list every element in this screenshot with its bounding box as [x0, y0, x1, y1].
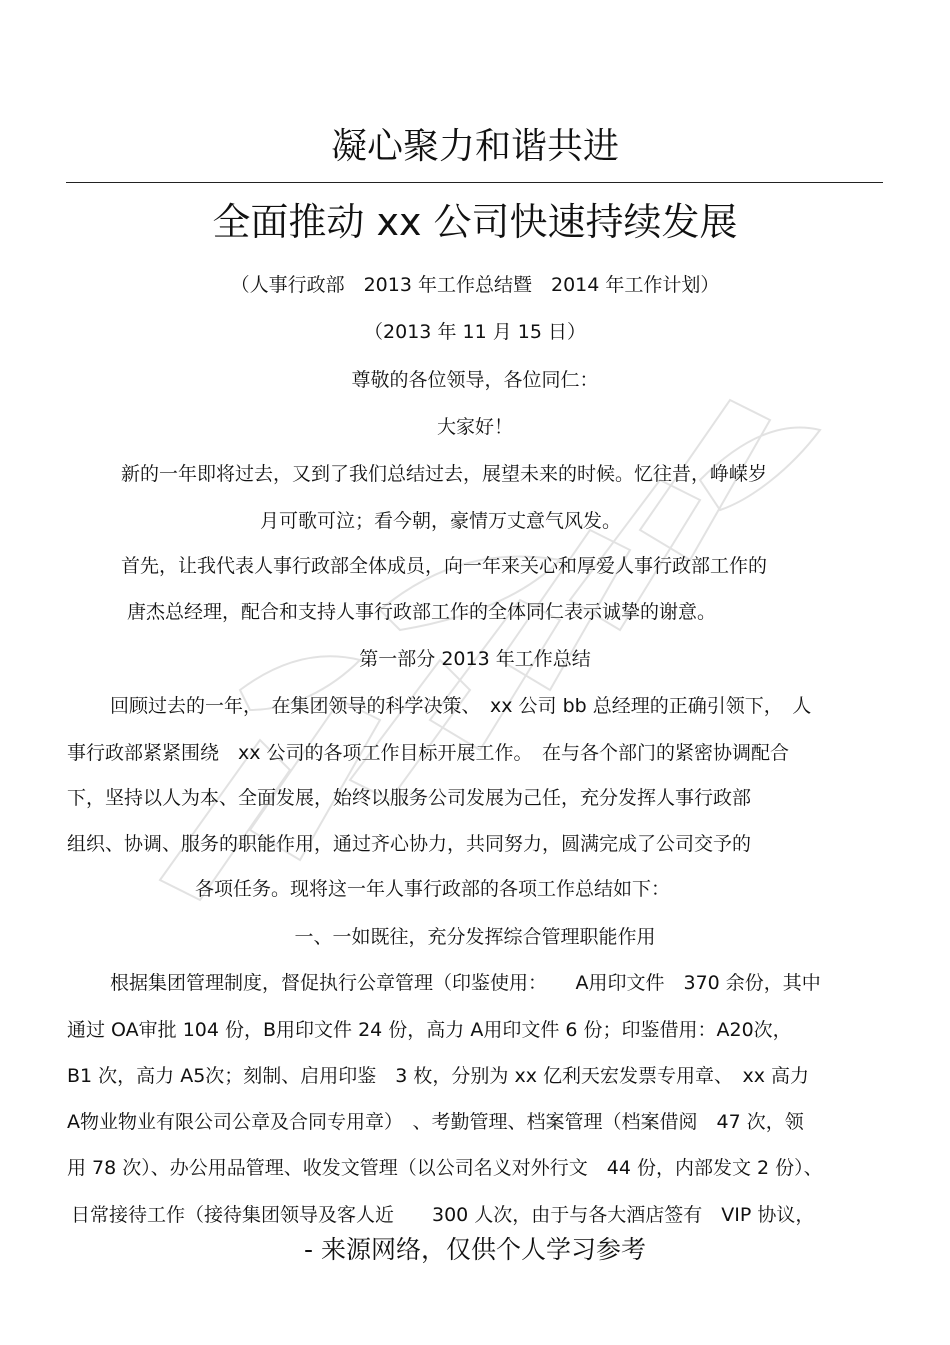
greeting: 大家好！	[436, 416, 513, 438]
document-date: （2013 年 11 月 15 日）	[364, 321, 586, 343]
review-line-1: 回顾过去的一年， 在集团领导的科学决策、 xx 公司 bb 总经理的正确引领下， 人	[110, 695, 812, 717]
review-line-3: 下，坚持以人为本、全面发展，始终以服务公司发展为己任，充分发挥人事行政部	[67, 787, 752, 809]
section1-line-2: 通过 OA审批 104 份，B用印文件 24 份，高力 A用印文件 6 份；印鉴借用：A20次，	[67, 1019, 792, 1041]
section1-line-1: 根据集团管理制度，督促执行公章管理（印鉴使用： A用印文件 370 余份，其中	[110, 972, 821, 994]
intro-paragraph-2-line-1: 首先，让我代表人事行政部全体成员，向一年来关心和厚爱人事行政部工作的	[121, 555, 768, 577]
salutation: 尊敬的各位领导，各位同仁：	[351, 369, 599, 391]
section1-line-5: 用 78 次）、办公用品管理、收发文管理（以公司名义对外行文 44 份，内部发文 2 份）、	[67, 1157, 823, 1179]
part1-heading: 第一部分 2013 年工作总结	[359, 648, 591, 670]
review-line-5: 各项任务。现将这一年人事行政部的各项工作总结如下：	[195, 878, 671, 900]
review-line-2: 事行政部紧紧围绕 xx 公司的各项工作目标开展工作。 在与各个部门的紧密协调配合	[67, 742, 790, 764]
footer-note: - 来源网络，仅供个人学习参考	[304, 1235, 646, 1264]
section1-line-3: B1 次，高力 A5次；刻制、启用印鉴 3 枚，分别为 xx 亿利天宏发票专用章、 xx 高力	[67, 1065, 810, 1087]
document-title-line1: 凝心聚力和谐共进	[330, 126, 619, 167]
document-subtitle: （人事行政部 2013 年工作总结暨 2014 年工作计划）	[230, 274, 720, 296]
title-divider	[66, 182, 883, 183]
document-title-line2: 全面推动 xx 公司快速持续发展	[212, 200, 738, 244]
intro-paragraph-2-line-2: 唐杰总经理，配合和支持人事行政部工作的全体同仁表示诚挚的谢意。	[127, 601, 717, 623]
section1-line-6: 日常接待工作（接待集团领导及客人近 300 人次，由于与各大酒店签有 VIP 协议，	[71, 1204, 815, 1226]
section1-heading: 一、一如既往，充分发挥综合管理职能作用	[294, 926, 656, 948]
section1-line-4: A物业物业有限公司公章及合同专用章） 、考勤管理、档案管理（档案借阅 47 次，领	[67, 1111, 804, 1133]
intro-paragraph-1-line-1: 新的一年即将过去，又到了我们总结过去，展望未来的时候。忆往昔，峥嵘岁	[121, 463, 768, 485]
review-line-4: 组织、协调、服务的职能作用，通过齐心协力，共同努力，圆满完成了公司交予的	[67, 833, 752, 855]
intro-paragraph-1-line-2: 月可歌可泣；看今朝，豪情万丈意气风发。	[260, 510, 622, 532]
